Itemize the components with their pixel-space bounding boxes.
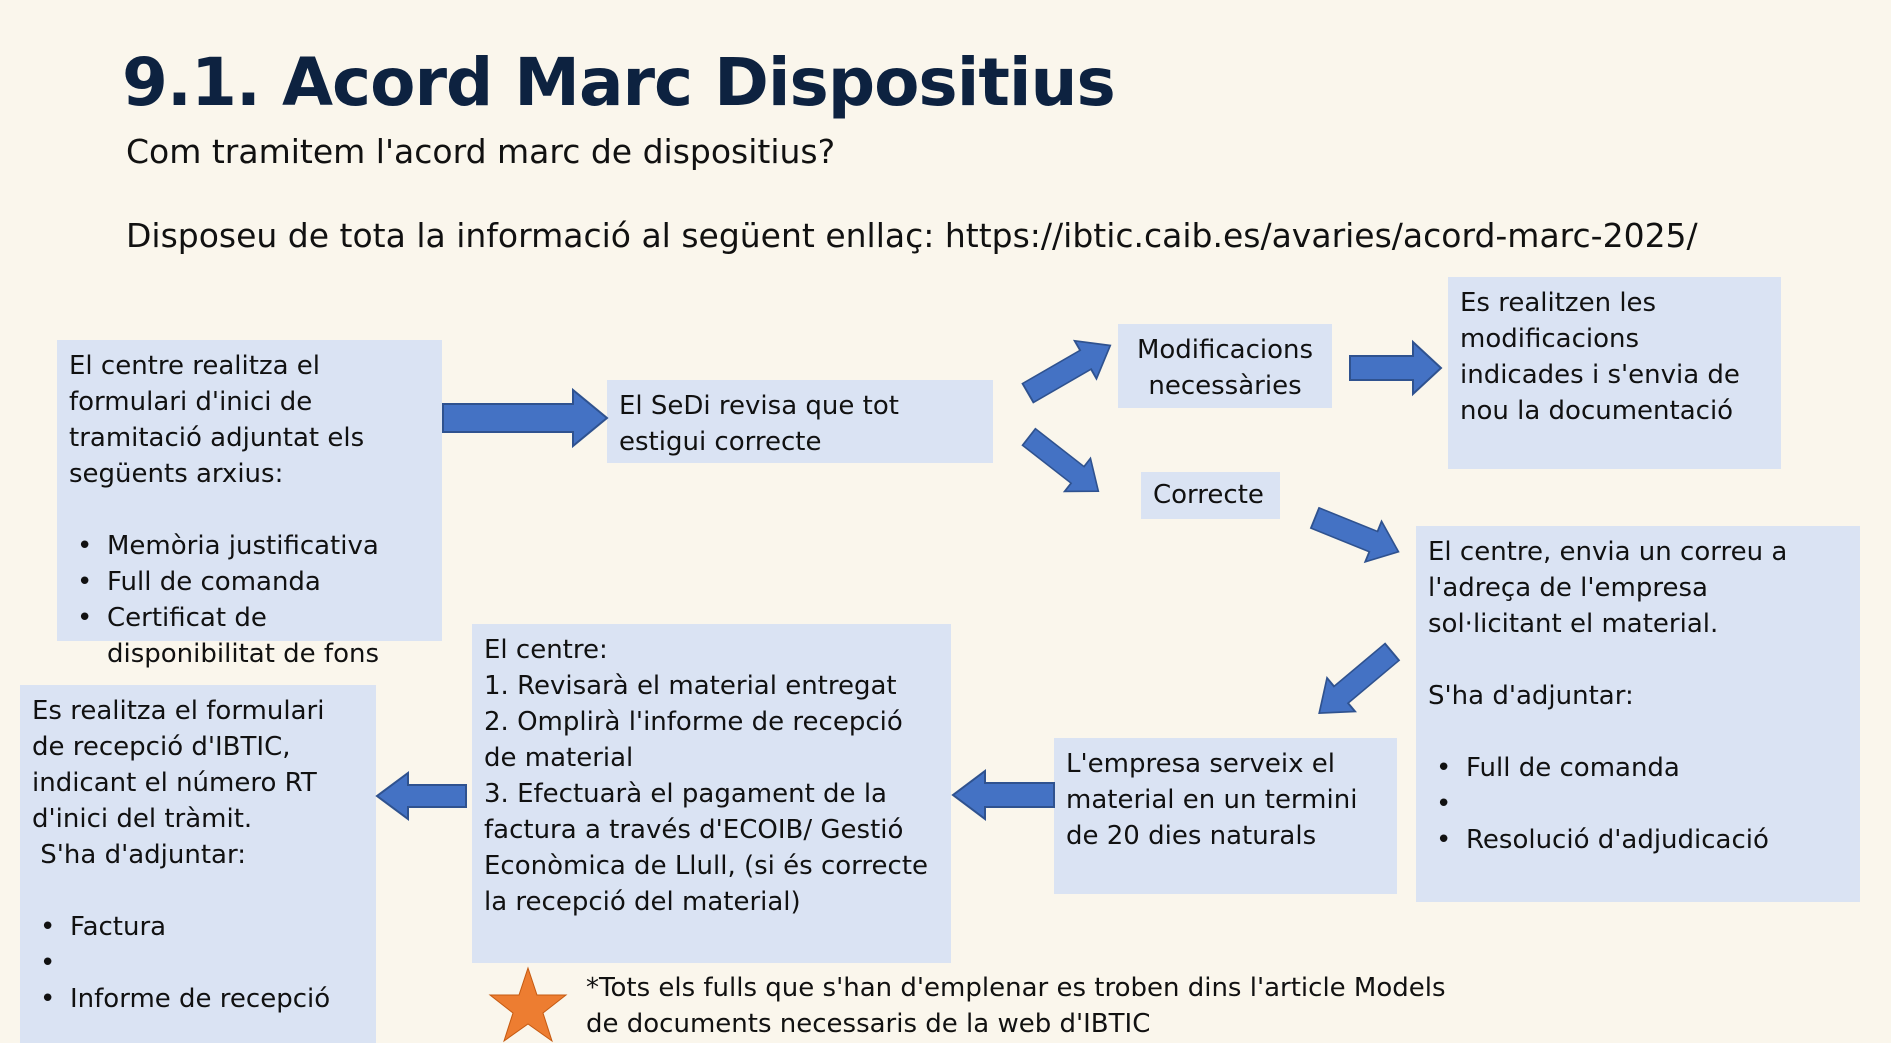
arrow-icon (953, 771, 1054, 819)
list-item: • Memòria justificativa (69, 528, 430, 564)
list-item: • Factura (32, 909, 364, 945)
box-center-heading: El centre: (484, 635, 608, 665)
box-start-text: El centre realitza el formulari d'inici de tramitació adjuntat els següents arxius: (69, 351, 365, 489)
box-resend-text: Es realitzen les modificacions indicades i s'envia de nou la documentació (1460, 288, 1740, 426)
arrow-icon (1017, 327, 1121, 412)
box-reception-attach-label: S'ha d'adjuntar: (32, 840, 246, 870)
box-center-step: 3. Efectuarà el pagament de la factura a través d'ECOIB/ Gestió Econòmica de Llull, (si és correcte la recepció del material) (484, 779, 929, 917)
footnote: *Tots els fulls que s'han d'emplenar es troben dins l'article Models de documents necessaris de la web d'IBTIC (586, 973, 1446, 1039)
list-item: • Full de comanda (69, 564, 430, 600)
arrow-icon (377, 773, 466, 819)
list-item: • Informe de recepció (32, 981, 364, 1017)
arrow-icon (1350, 342, 1441, 394)
arrow-icon (1307, 498, 1407, 572)
box-review-text: El SeDi revisa que tot estigui correcte (619, 391, 899, 457)
list-item: • Full de comanda (1428, 750, 1848, 786)
info-link-line[interactable]: Disposeu de tota la informació al següent enllaç: https://ibtic.caib.es/avaries/acord-marc-2025/ (126, 216, 1698, 255)
box-email-attach-label: S'ha d'adjuntar: (1428, 681, 1634, 711)
list-item: • Certificat de disponibilitat de fons (69, 600, 430, 672)
box-delivery-text: L'empresa serveix el material en un termini de 20 dies naturals (1066, 749, 1358, 851)
arrow-icon (443, 390, 607, 446)
box-reception-text: Es realitza el formulari de recepció d'IBTIC, indicant el número RT d'inici del tràmit. (32, 696, 325, 834)
star-icon (488, 966, 568, 1043)
box-email-text: El centre, envia un correu a l'adreça de l'empresa sol·licitant el material. (1428, 537, 1788, 639)
box-modifications-text: Modificacions necessàries (1136, 335, 1314, 401)
box-correct-text: Correcte (1153, 480, 1264, 510)
arrow-icon (1305, 635, 1406, 730)
arrow-icon (1016, 420, 1111, 507)
list-item: • Resolució d'adjudicació (1428, 822, 1848, 858)
box-center-step: 1. Revisarà el material entregat (484, 671, 897, 701)
page-title: 9.1. Acord Marc Dispositius (122, 44, 1115, 121)
box-center-step: 2. Omplirà l'informe de recepció de material (484, 707, 903, 773)
page-subtitle: Com tramitem l'acord marc de dispositius? (126, 132, 836, 171)
